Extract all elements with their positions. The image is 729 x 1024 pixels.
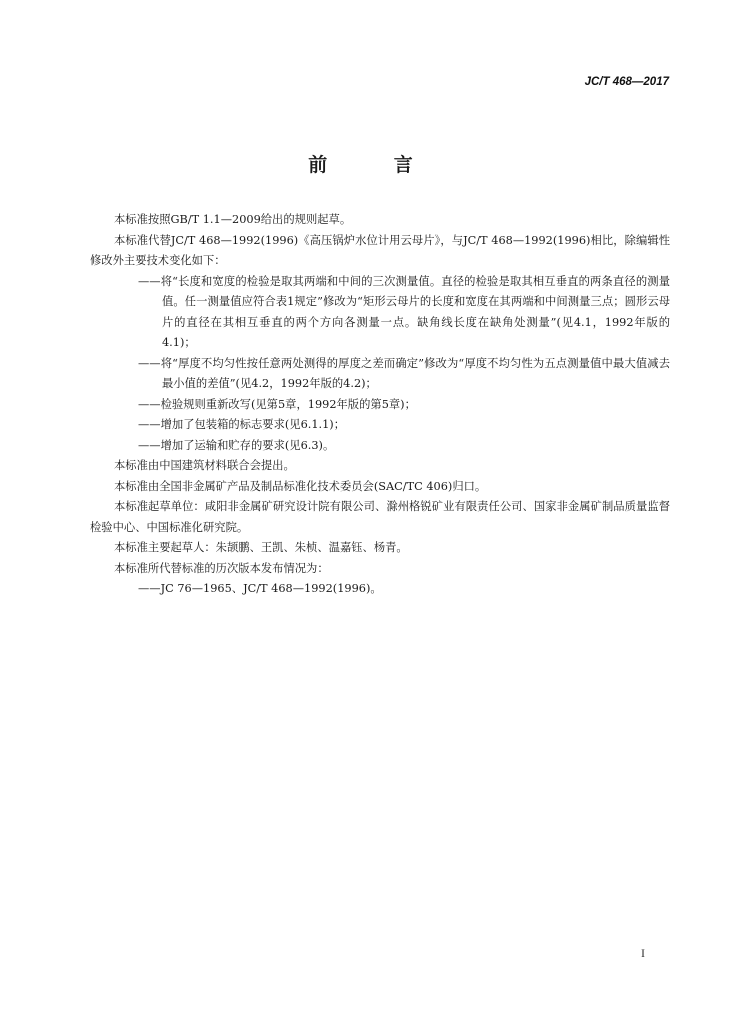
foreword-body (90, 210, 670, 600)
paragraph-administered-by: 本标准由全国非金属矿产品及制品标准化技术委员会(SAC/TC 406)归口。 (114, 479, 487, 493)
page-number: I (641, 946, 645, 960)
paragraph-drafting-units: 本标准起草单位：咸阳非金属矿研究设计院有限公司、滁州格锐矿业有限责任公司、国家非金属矿制品质量监督检验中心、中国标准化研究院。 (90, 500, 670, 534)
change-item: ——将“厚度不均匀性按任意两处测得的厚度之差而确定”修改为“厚度不均匀性为五点测量值中最大值减去最小值的差值”(见4.2，1992年版的4.2)； (138, 356, 670, 390)
change-item: ——增加了包装箱的标志要求(见6.1.1)； (138, 418, 346, 431)
standard-code: JC/T 468—2017 (584, 76, 669, 88)
paragraph-history-intro: 本标准所代替标准的历次版本发布情况为： (114, 561, 329, 575)
paragraph-drafting-rule: 本标准按照GB/T 1.1—2009给出的规则起草。 (114, 213, 352, 226)
change-item: ——增加了运输和贮存的要求(见6.3)。 (138, 438, 335, 452)
page-title: 前 言 (308, 154, 443, 176)
paragraph-drafters: 本标准主要起草人：朱颉鹏、王凯、朱桢、温嘉钰、杨青。 (114, 541, 408, 554)
change-item: ——检验规则重新改写(见第5章，1992年版的第5章)； (138, 397, 416, 411)
history-item: ——JC 76—1965、JC/T 468—1992(1996)。 (138, 582, 382, 595)
paragraph-proposed-by: 本标准由中国建筑材料联合会提出。 (114, 459, 295, 472)
change-item: ——将“长度和宽度的检验是取其两端和中间的三次测量值。直径的检验是取其相互垂直的两条直径的测量值。任一测量值应符合表1规定”修改为“矩形云母片的长度和宽度在其两端和中间测量三点；圆形云母片的直径在其相互垂直的两个方向各测量一点。缺角线长度在缺角处测量”(见4.1，1992年版的4.1)； (138, 274, 670, 349)
paragraph-replacement: 本标准代替JC/T 468—1992(1996)《高压锅炉水位计用云母片》，与JC/T 468—1992(1996)相比，除编辑性修改外主要技术变化如下： (90, 233, 670, 267)
